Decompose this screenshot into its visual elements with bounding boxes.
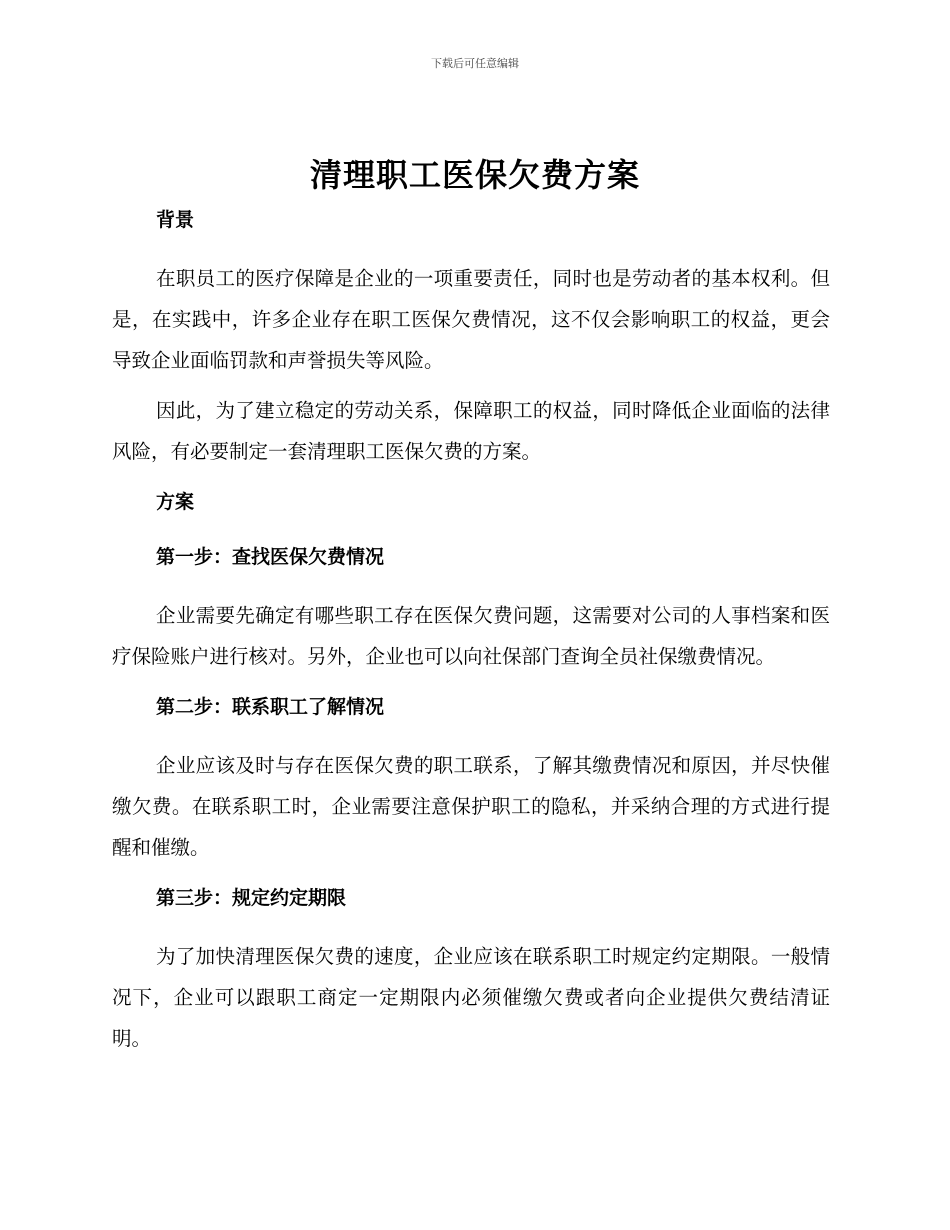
document-title: 清理职工医保欠费方案 xyxy=(309,156,640,194)
header-note: 下载后可任意编辑 xyxy=(431,57,519,70)
background-paragraph-1: 在职员工的医疗保障是企业的一项重要责任，同时也是劳动者的基本权利。但是，在实践中，许多企业存在职工医保欠费情况，这不仅会影响职工的权益，更会导致企业面临罚款和声誉损失等风险。 xyxy=(112,267,830,372)
step1-paragraph: 企业需要先确定有哪些职工存在医保欠费问题，这需要对公司的人事档案和医疗保险账户进行核对。另外，企业也可以向社保部门查询全员社保缴费情况。 xyxy=(112,604,830,668)
background-paragraph-2: 因此，为了建立稳定的劳动关系，保障职工的权益，同时降低企业面临的法律风险，有必要制定一套清理职工医保欠费的方案。 xyxy=(112,399,830,463)
step3-heading: 第三步：规定约定期限 xyxy=(156,887,347,909)
step2-heading: 第二步：联系职工了解情况 xyxy=(156,696,385,718)
plan-heading: 方案 xyxy=(156,491,195,513)
step1-heading: 第一步：查找医保欠费情况 xyxy=(156,546,385,568)
step3-paragraph: 为了加快清理医保欠费的速度，企业应该在联系职工时规定约定期限。一般情况下，企业可以跟职工商定一定期限内必须催缴欠费或者向企业提供欠费结清证明。 xyxy=(112,945,830,1050)
document-body xyxy=(112,205,830,1059)
background-heading: 背景 xyxy=(156,209,195,231)
step2-paragraph: 企业应该及时与存在医保欠费的职工联系，了解其缴费情况和原因，并尽快催缴欠费。在联系职工时，企业需要注意保护职工的隐私，并采纳合理的方式进行提醒和催缴。 xyxy=(112,754,830,859)
